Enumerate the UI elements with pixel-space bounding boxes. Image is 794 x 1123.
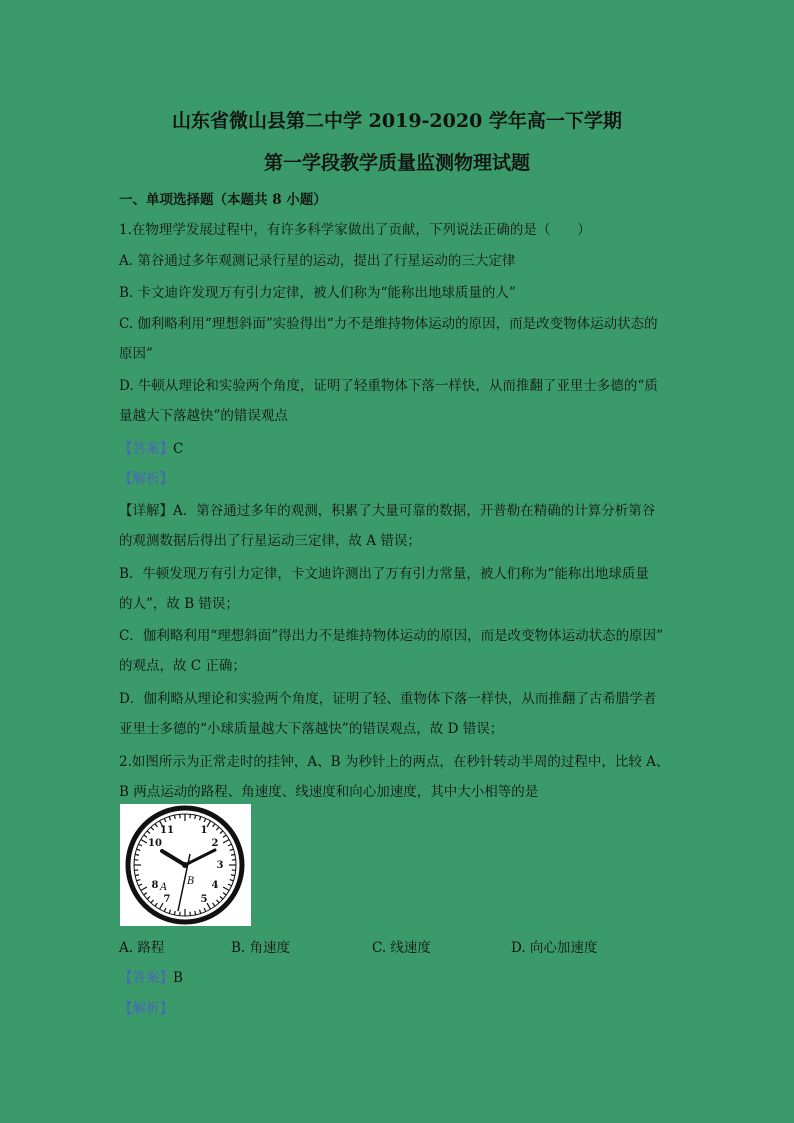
q2-stem-line2: B 两点运动的路程、角速度、线速度和向心加速度，其中大小相等的是 xyxy=(119,784,539,800)
q2-stem-line1: 2.如图所示为正常走时的挂钟，A、B 为秒针上的两点，在秒针转动半周的过程中，比较 A、 xyxy=(119,754,670,770)
q1-option-c-line2: 原因” xyxy=(119,346,153,362)
q1-detail-line2: 的观测数据后得出了行星运动三定律，故 A 错误； xyxy=(119,533,421,549)
clock-point-b-label: B xyxy=(187,876,195,887)
clock-tick xyxy=(135,854,139,855)
document-title-line1: 山东省微山县第二中学 2019-2020 学年高一下学期 xyxy=(172,110,622,132)
q1-option-d-line2: 量越大下落越快”的错误观点 xyxy=(119,408,288,424)
clock-tick xyxy=(231,854,235,855)
clock-tick xyxy=(195,911,196,915)
wall-clock-figure xyxy=(120,804,251,926)
q2-analysis-tag: 【解析】 xyxy=(119,1001,173,1017)
q2-option-a: A. 路程 xyxy=(119,940,165,956)
q1-detail-line6: 的观点，故 C 正确； xyxy=(119,658,246,674)
q1-analysis-tag: 【解析】 xyxy=(119,471,173,487)
clock-numeral-1: 1 xyxy=(200,825,208,836)
clock-numeral-5: 5 xyxy=(200,894,208,905)
answer-tag: 【答案】 xyxy=(119,970,173,986)
document-title-line2: 第一学段教学质量监测物理试题 xyxy=(263,152,530,174)
clock-icon xyxy=(120,804,251,926)
clock-numeral-11: 11 xyxy=(160,825,174,836)
clock-point-a-label: A xyxy=(160,882,168,893)
answer-value: C xyxy=(173,441,184,457)
q1-detail-line8: 亚里士多德的“小球质量越大下落越快”的错误观点，故 D 错误； xyxy=(119,721,504,737)
q1-option-d-line1: D. 牛顿从理论和实验两个角度，证明了轻重物体下落一样快，从而推翻了亚里士多德的“质 xyxy=(119,378,658,394)
clock-tick xyxy=(195,815,196,819)
detail-text: A．第谷通过多年的观测，积累了大量可靠的数据，开普勒在精确的计算分析第谷 xyxy=(173,503,656,519)
q1-stem: 1.在物理学发展过程中，有许多科学家做出了贡献，下列说法正确的是（ ） xyxy=(119,222,591,238)
answer-tag: 【答案】 xyxy=(119,441,173,457)
q1-detail-line3: B．牛顿发现万有引力定律，卡文迪许测出了万有引力常量，被人们称为“能称出地球质量 xyxy=(119,566,649,582)
section-heading: 一、单项选择题（本题共 8 小题） xyxy=(119,192,327,208)
q2-option-b: B. 角速度 xyxy=(231,940,291,956)
q2-answer xyxy=(119,966,183,986)
detail-tag: 【详解】 xyxy=(119,503,173,519)
q2-option-d: D. 向心加速度 xyxy=(511,940,598,956)
q1-detail-line5: C．伽利略利用“理想斜面”得出力不是维持物体运动的原因，而是改变物体运动状态的原因” xyxy=(119,628,664,644)
clock-numeral-4: 4 xyxy=(211,880,219,891)
clock-tick xyxy=(231,875,235,876)
q1-detail-line7: D．伽利略从理论和实验两个角度，证明了轻、重物体下落一样快，从而推翻了古希腊学者 xyxy=(119,691,657,707)
clock-numeral-10: 10 xyxy=(148,838,162,849)
clock-tick xyxy=(174,911,175,915)
clock-numeral-2: 2 xyxy=(211,838,219,849)
q1-detail-line4: 的人”，故 B 错误； xyxy=(119,596,239,612)
q1-option-a: A. 第谷通过多年观测记录行星的运动，提出了行星运动的三大定律 xyxy=(119,253,516,269)
clock-numeral-8: 8 xyxy=(151,880,159,891)
q1-answer xyxy=(119,437,183,457)
clock-tick xyxy=(135,875,139,876)
clock-numeral-7: 7 xyxy=(163,894,171,905)
q1-option-b: B. 卡文迪许发现万有引力定律，被人们称为“能称出地球质量的人” xyxy=(119,285,516,301)
clock-numeral-3: 3 xyxy=(216,860,224,871)
q1-option-c-line1: C. 伽利略利用“理想斜面”实验得出“力不是维持物体运动的原因，而是改变物体运动状态的 xyxy=(119,316,658,332)
answer-value: B xyxy=(173,970,183,986)
clock-tick xyxy=(174,815,175,819)
q2-option-c: C. 线速度 xyxy=(372,940,431,956)
q1-detail-line1 xyxy=(119,499,655,519)
